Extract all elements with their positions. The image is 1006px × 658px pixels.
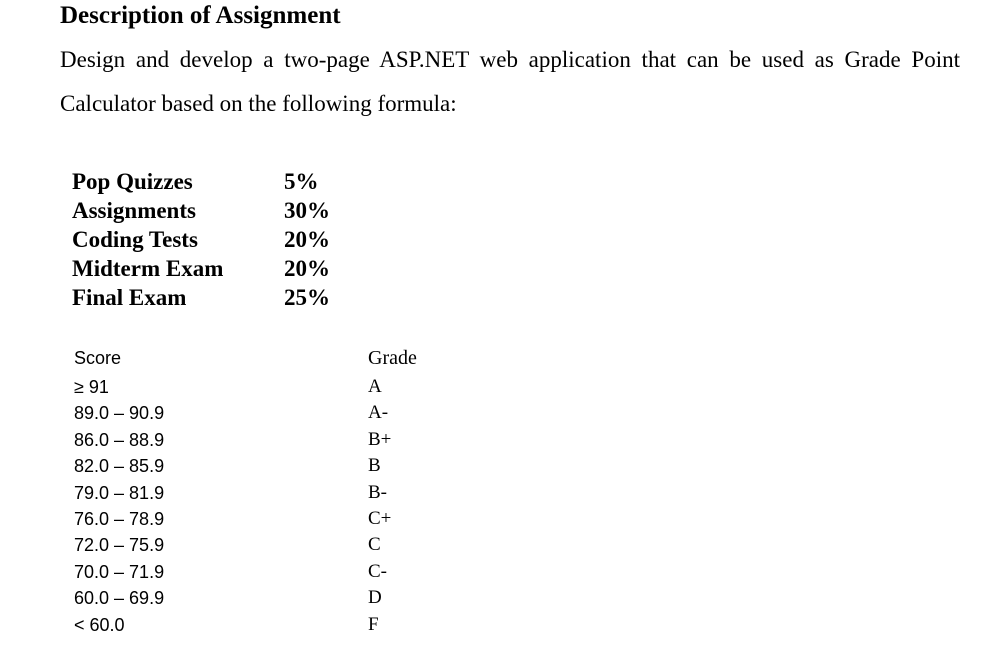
letter-grade: D <box>368 587 382 609</box>
letter-grade: A- <box>368 402 389 424</box>
score-range: ≥ 91 <box>74 377 109 397</box>
weight-percent: 25% <box>284 285 330 310</box>
weight-component: Pop Quizzes <box>72 169 193 194</box>
score-range: 76.0 – 78.9 <box>74 508 165 529</box>
letter-grade: A <box>368 376 382 397</box>
weight-component: Midterm Exam <box>72 256 224 281</box>
score-range: < 60.0 <box>74 614 125 635</box>
weight-percent: 5% <box>284 169 319 194</box>
letter-grade: B- <box>368 481 387 503</box>
score-range: 60.0 – 69.9 <box>74 588 165 609</box>
score-range: 86.0 – 88.9 <box>74 429 165 450</box>
section-heading: Description of Assignment <box>60 2 341 29</box>
weight-percent: 30% <box>284 198 330 223</box>
score-range: 70.0 – 71.9 <box>74 561 165 582</box>
grade-column-header: Grade <box>368 347 417 369</box>
score-range: 89.0 – 90.9 <box>74 403 165 424</box>
weight-percent: 20% <box>284 227 330 252</box>
letter-grade: F <box>368 613 379 635</box>
score-range: 79.0 – 81.9 <box>74 482 165 503</box>
weight-component: Final Exam <box>72 285 187 310</box>
letter-grade: C <box>368 534 381 556</box>
score-range: 72.0 – 75.9 <box>74 535 165 556</box>
description-paragraph: Design and develop a two-page ASP.NET web application that can be used as Grade Point Calculator based on the following formula: <box>60 47 960 116</box>
letter-grade: C- <box>368 560 387 582</box>
weight-percent: 20% <box>284 256 330 281</box>
weight-component: Coding Tests <box>72 227 198 252</box>
score-column-header: Score <box>74 348 122 368</box>
score-range: 82.0 – 85.9 <box>74 456 165 477</box>
letter-grade: C+ <box>368 507 392 529</box>
letter-grade: B <box>368 455 381 477</box>
letter-grade: B+ <box>368 428 392 450</box>
weight-component: Assignments <box>72 198 196 223</box>
